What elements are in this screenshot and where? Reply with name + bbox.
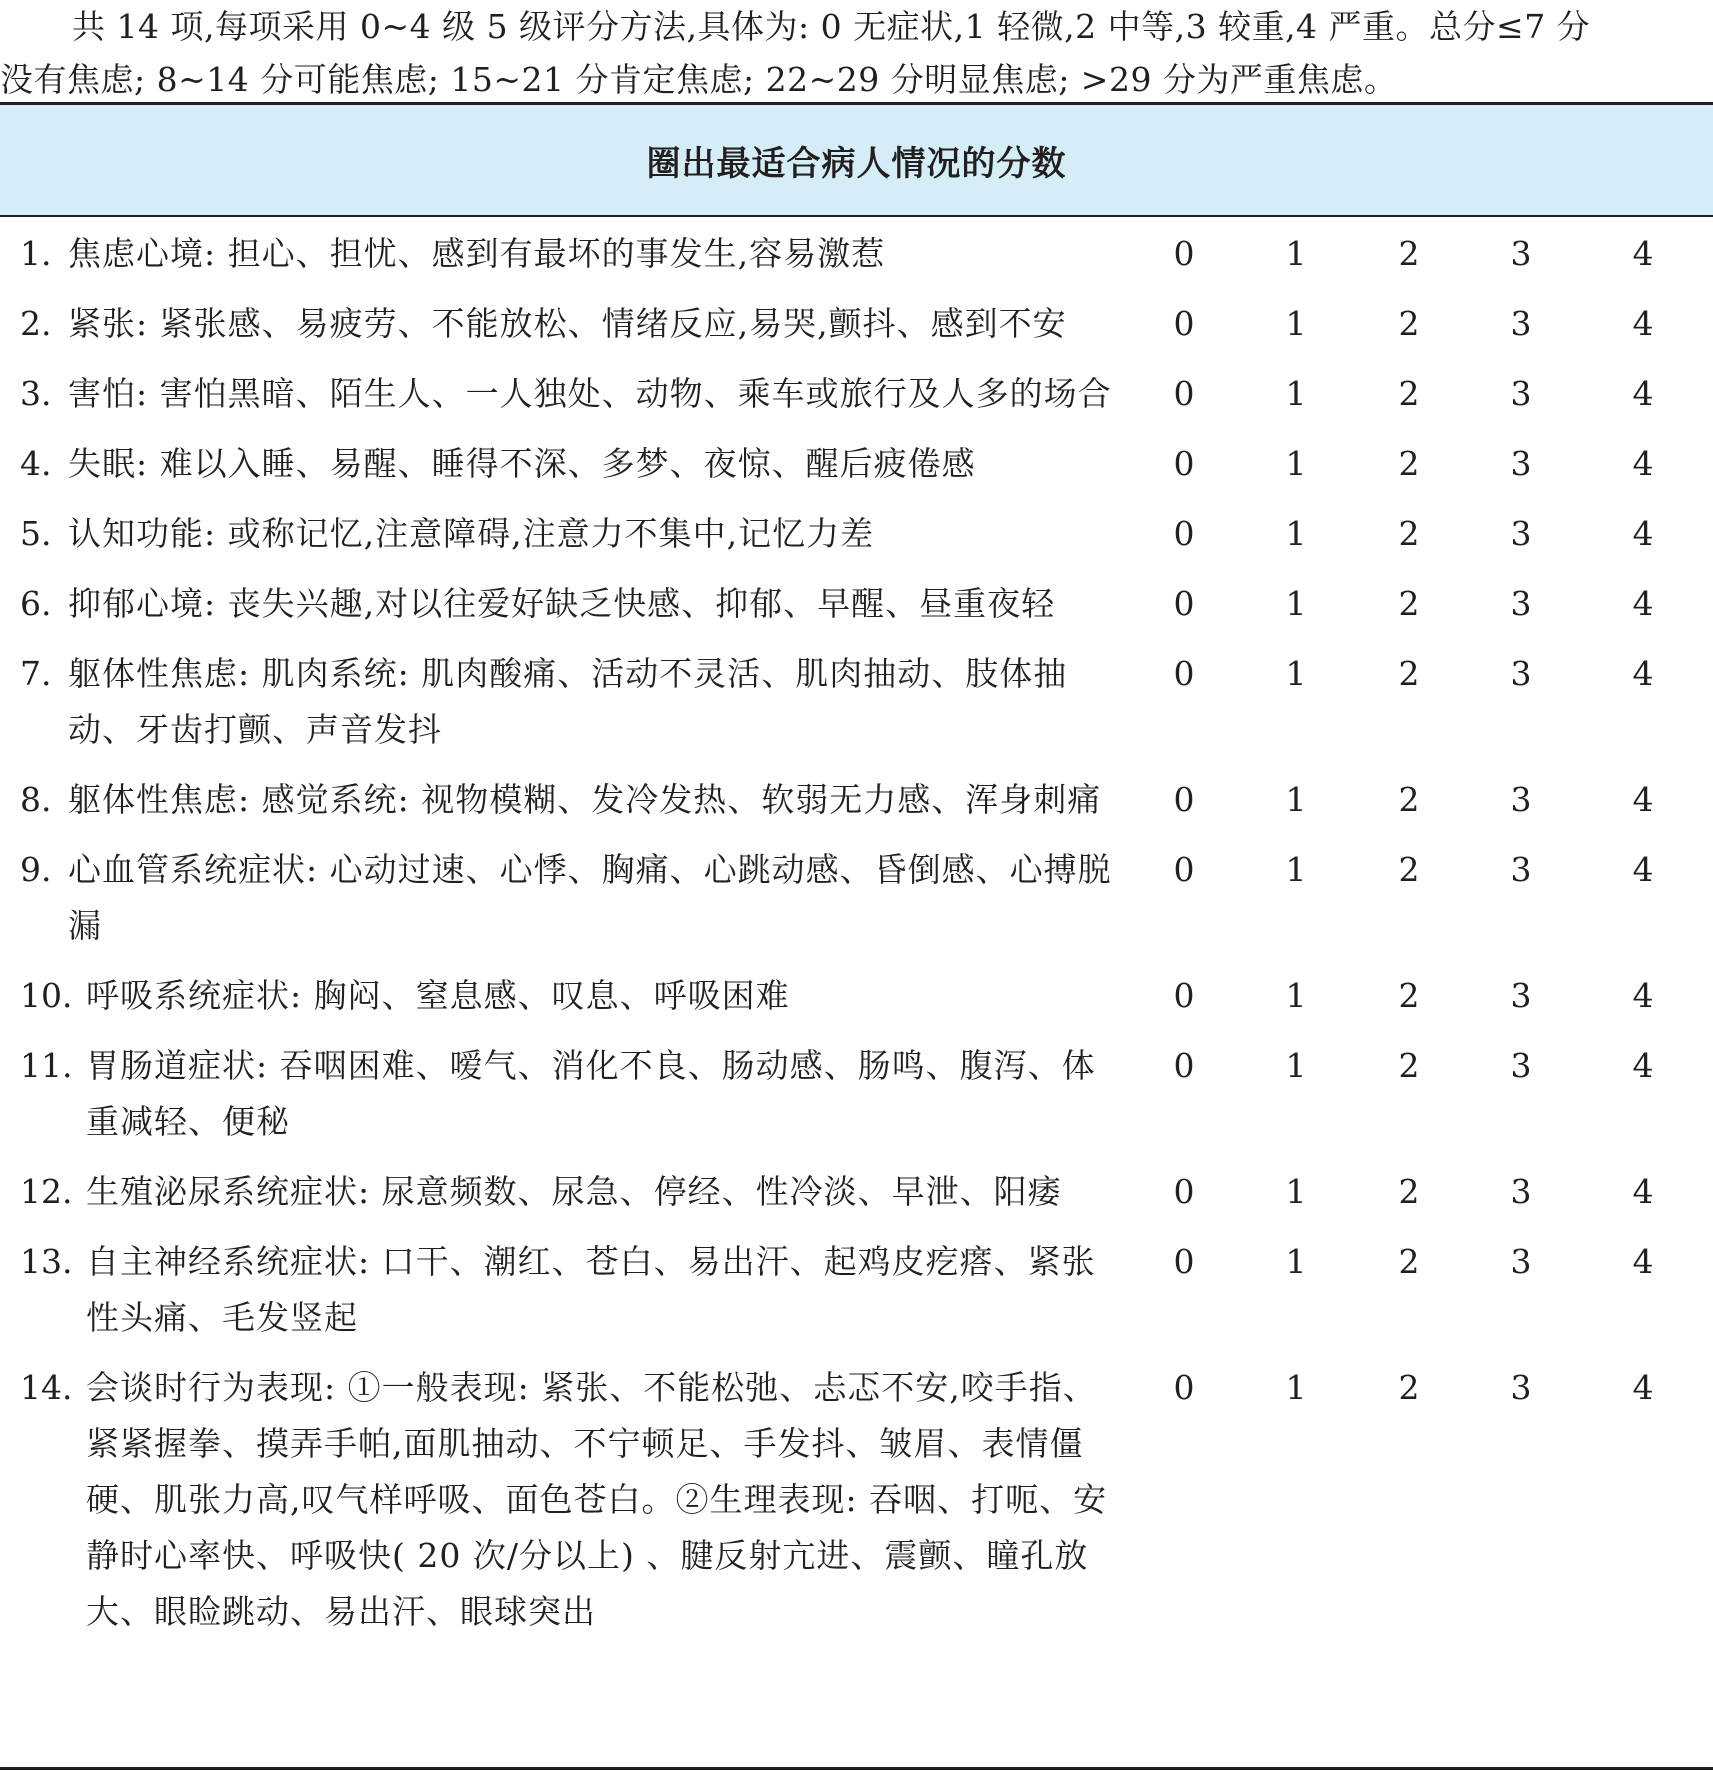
score-option-4[interactable]: 4 <box>1632 780 1654 819</box>
score-option-4[interactable]: 4 <box>1632 374 1654 413</box>
score-option-2[interactable]: 2 <box>1398 514 1420 553</box>
score-option-3[interactable]: 3 <box>1510 374 1532 413</box>
table-row <box>0 226 1713 296</box>
item-number: 6. <box>20 584 52 623</box>
table-row <box>0 1360 1713 1654</box>
score-option-2[interactable]: 2 <box>1398 304 1420 343</box>
item-number: 7. <box>20 654 52 693</box>
item-text: 躯体性焦虑: 感觉系统: 视物模糊、发冷发热、软弱无力感、浑身刺痛 <box>68 780 1102 819</box>
score-option-3[interactable]: 3 <box>1510 584 1532 623</box>
score-option-4[interactable]: 4 <box>1632 304 1654 343</box>
score-option-3[interactable]: 3 <box>1510 654 1532 693</box>
item-number: 10. <box>20 976 73 1015</box>
item-text: 心血管系统症状: 心动过速、心悸、胸痛、心跳动感、昏倒感、心搏脱漏 <box>68 850 1112 945</box>
score-option-3[interactable]: 3 <box>1510 1242 1532 1281</box>
score-option-2[interactable]: 2 <box>1398 1242 1420 1281</box>
score-option-4[interactable]: 4 <box>1632 654 1654 693</box>
item-number: 12. <box>20 1172 73 1211</box>
item-text: 躯体性焦虑: 肌肉系统: 肌肉酸痛、活动不灵活、肌肉抽动、肢体抽动、牙齿打颤、声音发抖 <box>68 654 1068 749</box>
item-number: 5. <box>20 514 52 553</box>
item-text: 失眠: 难以入睡、易醒、睡得不深、多梦、夜惊、醒后疲倦感 <box>68 444 976 483</box>
table-header-title: 圈出最适合病人情况的分数 <box>646 143 1067 184</box>
score-option-0[interactable]: 0 <box>1173 850 1195 889</box>
table-bottom-rule <box>0 1767 1713 1770</box>
item-text: 呼吸系统症状: 胸闷、窒息感、叹息、呼吸困难 <box>86 976 790 1015</box>
item-text: 认知功能: 或称记忆,注意障碍,注意力不集中,记忆力差 <box>68 514 875 553</box>
item-number: 3. <box>20 374 52 413</box>
table-row <box>0 968 1713 1038</box>
score-option-3[interactable]: 3 <box>1510 1172 1532 1211</box>
item-number: 14. <box>20 1368 73 1407</box>
intro-line-2: 没有焦虑; 8~14 分可能焦虑; 15~21 分肯定焦虑; 22~29 分明显焦虑; >29 分为严重焦虑。 <box>0 60 1398 99</box>
score-option-4[interactable]: 4 <box>1632 1368 1654 1407</box>
score-option-1[interactable]: 1 <box>1285 654 1307 693</box>
score-option-0[interactable]: 0 <box>1173 584 1195 623</box>
item-text: 抑郁心境: 丧失兴趣,对以往爱好缺乏快感、抑郁、早醒、昼重夜轻 <box>68 584 1056 623</box>
score-option-2[interactable]: 2 <box>1398 850 1420 889</box>
score-option-0[interactable]: 0 <box>1173 1368 1195 1407</box>
score-option-4[interactable]: 4 <box>1632 1172 1654 1211</box>
score-option-3[interactable]: 3 <box>1510 976 1532 1015</box>
item-text: 胃肠道症状: 吞咽困难、嗳气、消化不良、肠动感、肠鸣、腹泻、体重减轻、便秘 <box>86 1046 1096 1141</box>
item-number: 1. <box>20 234 52 273</box>
intro-paragraph <box>0 0 1713 106</box>
score-option-3[interactable]: 3 <box>1510 780 1532 819</box>
score-option-2[interactable]: 2 <box>1398 1368 1420 1407</box>
score-option-1[interactable]: 1 <box>1285 584 1307 623</box>
score-option-3[interactable]: 3 <box>1510 304 1532 343</box>
score-option-3[interactable]: 3 <box>1510 234 1532 273</box>
score-option-1[interactable]: 1 <box>1285 780 1307 819</box>
score-option-4[interactable]: 4 <box>1632 444 1654 483</box>
score-option-0[interactable]: 0 <box>1173 514 1195 553</box>
score-option-4[interactable]: 4 <box>1632 584 1654 623</box>
score-option-2[interactable]: 2 <box>1398 584 1420 623</box>
score-option-1[interactable]: 1 <box>1285 1172 1307 1211</box>
table-row <box>0 296 1713 366</box>
score-option-1[interactable]: 1 <box>1285 514 1307 553</box>
score-option-0[interactable]: 0 <box>1173 1242 1195 1281</box>
table-row <box>0 1164 1713 1234</box>
table-row <box>0 506 1713 576</box>
item-number: 13. <box>20 1242 73 1281</box>
item-number: 8. <box>20 780 52 819</box>
table-row <box>0 646 1713 772</box>
item-text: 自主神经系统症状: 口干、潮红、苍白、易出汗、起鸡皮疙瘩、紧张性头痛、毛发竖起 <box>86 1242 1096 1337</box>
score-option-2[interactable]: 2 <box>1398 976 1420 1015</box>
item-number: 11. <box>20 1046 73 1085</box>
table-row <box>0 842 1713 968</box>
table-row <box>0 1038 1713 1164</box>
score-option-1[interactable]: 1 <box>1285 850 1307 889</box>
score-option-3[interactable]: 3 <box>1510 1368 1532 1407</box>
table-row <box>0 576 1713 646</box>
score-option-0[interactable]: 0 <box>1173 654 1195 693</box>
score-option-2[interactable]: 2 <box>1398 374 1420 413</box>
score-option-2[interactable]: 2 <box>1398 780 1420 819</box>
score-option-0[interactable]: 0 <box>1173 780 1195 819</box>
score-option-1[interactable]: 1 <box>1285 1046 1307 1085</box>
score-option-3[interactable]: 3 <box>1510 850 1532 889</box>
score-option-1[interactable]: 1 <box>1285 234 1307 273</box>
item-number: 4. <box>20 444 52 483</box>
item-text: 紧张: 紧张感、易疲劳、不能放松、情绪反应,易哭,颤抖、感到不安 <box>68 304 1067 343</box>
score-option-3[interactable]: 3 <box>1510 444 1532 483</box>
score-option-2[interactable]: 2 <box>1398 1046 1420 1085</box>
score-option-1[interactable]: 1 <box>1285 976 1307 1015</box>
item-text: 生殖泌尿系统症状: 尿意频数、尿急、停经、性冷淡、早泄、阳痿 <box>86 1172 1062 1211</box>
item-text: 焦虑心境: 担心、担忧、感到有最坏的事发生,容易激惹 <box>68 234 886 273</box>
score-option-1[interactable]: 1 <box>1285 304 1307 343</box>
score-option-1[interactable]: 1 <box>1285 374 1307 413</box>
score-option-4[interactable]: 4 <box>1632 976 1654 1015</box>
score-option-0[interactable]: 0 <box>1173 234 1195 273</box>
score-option-2[interactable]: 2 <box>1398 1172 1420 1211</box>
score-option-4[interactable]: 4 <box>1632 514 1654 553</box>
item-number: 2. <box>20 304 52 343</box>
table-row <box>0 436 1713 506</box>
table-row <box>0 366 1713 436</box>
score-option-2[interactable]: 2 <box>1398 654 1420 693</box>
score-option-3[interactable]: 3 <box>1510 514 1532 553</box>
score-option-1[interactable]: 1 <box>1285 1242 1307 1281</box>
table-row <box>0 772 1713 842</box>
score-option-2[interactable]: 2 <box>1398 234 1420 273</box>
score-option-4[interactable]: 4 <box>1632 1046 1654 1085</box>
item-list <box>0 226 1713 1654</box>
intro-line-1: 共 14 项,每项采用 0~4 级 5 级评分方法,具体为: 0 无症状,1 轻微,2 中等,3 较重,4 严重。总分≤7 分 <box>72 7 1591 46</box>
item-number: 9. <box>20 850 52 889</box>
item-text: 害怕: 害怕黑暗、陌生人、一人独处、动物、乘车或旅行及人多的场合 <box>68 374 1112 413</box>
table-row <box>0 1234 1713 1360</box>
score-option-0[interactable]: 0 <box>1173 1046 1195 1085</box>
score-option-0[interactable]: 0 <box>1173 976 1195 1015</box>
score-option-4[interactable]: 4 <box>1632 1242 1654 1281</box>
score-option-0[interactable]: 0 <box>1173 444 1195 483</box>
score-option-4[interactable]: 4 <box>1632 850 1654 889</box>
score-option-1[interactable]: 1 <box>1285 1368 1307 1407</box>
table-header <box>0 105 1713 217</box>
item-text: 会谈时行为表现: ①一般表现: 紧张、不能松弛、忐忑不安,咬手指、紧紧握拳、摸弄手帕,面肌抽动、不宁顿足、手发抖、皱眉、表情僵硬、肌张力高,叹气样呼吸、面色苍白。②生理表现: 吞咽、打呃、安静时心率快、呼吸快( 20 次/分以上) 、腱反射亢进、震颤、瞳孔放大、眼睑跳动、易出汗、眼球突出 <box>86 1368 1108 1631</box>
score-option-0[interactable]: 0 <box>1173 304 1195 343</box>
score-option-0[interactable]: 0 <box>1173 1172 1195 1211</box>
score-option-0[interactable]: 0 <box>1173 374 1195 413</box>
score-option-1[interactable]: 1 <box>1285 444 1307 483</box>
score-option-4[interactable]: 4 <box>1632 234 1654 273</box>
score-option-2[interactable]: 2 <box>1398 444 1420 483</box>
score-option-3[interactable]: 3 <box>1510 1046 1532 1085</box>
